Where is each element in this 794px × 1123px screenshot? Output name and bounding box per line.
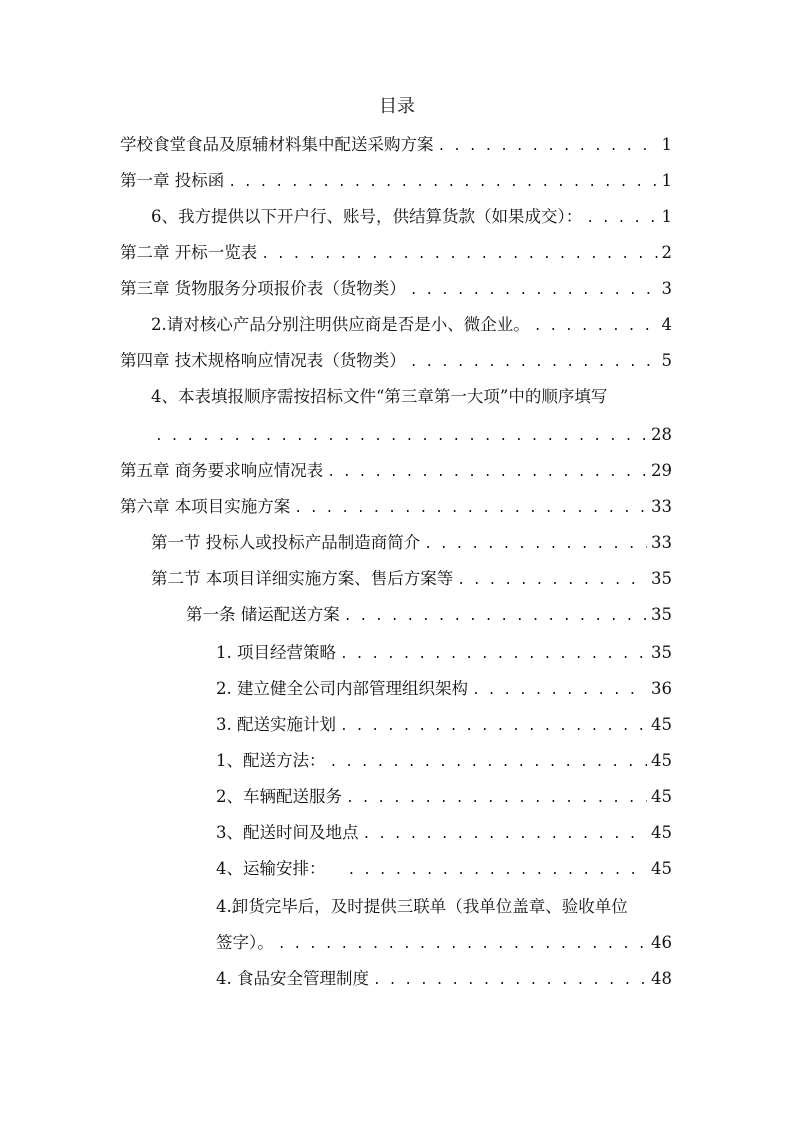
toc-entry-label: 6、我方提供以下开户行、账号，供结算货款（如果成交）： bbox=[151, 207, 583, 226]
toc-entry-label: 1. 项目经营策略 bbox=[216, 643, 336, 662]
toc-entry[interactable] bbox=[216, 677, 672, 703]
dot-leader bbox=[373, 969, 647, 993]
toc-entry[interactable] bbox=[120, 169, 672, 195]
toc-entry[interactable] bbox=[120, 349, 672, 375]
toc-entry-page: 36 bbox=[651, 679, 672, 698]
toc-entry[interactable] bbox=[216, 641, 672, 667]
toc-entry-page: 35 bbox=[651, 643, 672, 662]
toc-entry-page: 33 bbox=[651, 497, 672, 516]
toc-entry-label: 第三章 货物服务分项报价表（货物类） bbox=[120, 279, 406, 298]
toc-entry-label: 3. 配送实施计划 bbox=[216, 715, 336, 734]
dot-leader bbox=[346, 787, 647, 811]
toc-entry-page: 33 bbox=[651, 533, 672, 552]
dot-leader bbox=[294, 497, 647, 521]
toc-entry-label: 2.请对核心产品分别注明供应商是否是小、微企业。 bbox=[151, 315, 530, 334]
toc-entry-page: 28 bbox=[651, 425, 672, 444]
toc-entry-label: 4. 食品安全管理制度 bbox=[216, 969, 369, 988]
toc-entry-label: 第二章 开标一览表 bbox=[120, 243, 258, 262]
toc-entry-label: 第一节 投标人或投标产品制造商简介 bbox=[151, 533, 421, 552]
toc-entry-label: 第六章 本项目实施方案 bbox=[120, 497, 291, 516]
toc-entry[interactable] bbox=[120, 277, 672, 303]
toc-entry[interactable] bbox=[151, 567, 672, 593]
toc-entry-page: 48 bbox=[651, 969, 672, 988]
toc-entry-label: 第一章 投标函 bbox=[120, 171, 225, 190]
dot-leader bbox=[330, 751, 648, 775]
toc-entry[interactable] bbox=[120, 459, 672, 485]
toc-entry-label: 第四章 技术规格响应情况表（货物类） bbox=[120, 351, 406, 370]
toc-entry[interactable] bbox=[120, 133, 672, 159]
dot-leader bbox=[278, 933, 647, 957]
toc-entry[interactable] bbox=[216, 931, 672, 957]
toc-entry[interactable] bbox=[216, 749, 672, 775]
toc-entry[interactable] bbox=[155, 423, 672, 449]
dot-leader bbox=[586, 207, 657, 231]
dot-leader bbox=[534, 315, 658, 339]
toc-entry-label: 2、车辆配送服务 bbox=[216, 787, 342, 806]
toc-entry[interactable] bbox=[216, 967, 672, 993]
toc-entry-page: 2 bbox=[661, 243, 672, 262]
toc-entry-label: 第五章 商务要求响应情况表 bbox=[120, 461, 324, 480]
dot-leader bbox=[424, 533, 647, 557]
dot-leader bbox=[340, 643, 647, 667]
dot-leader bbox=[410, 279, 658, 303]
toc-entry-page: 45 bbox=[651, 715, 672, 734]
toc-entry-label: 学校食堂食品及原辅材料集中配送采购方案 bbox=[120, 135, 434, 154]
dot-leader bbox=[340, 715, 647, 739]
dot-leader bbox=[155, 425, 647, 449]
dot-leader bbox=[363, 823, 648, 847]
toc-entry-page: 45 bbox=[651, 823, 672, 842]
toc-entry-label: 1、配送方法： bbox=[216, 751, 326, 770]
toc-entry-page: 3 bbox=[661, 279, 672, 298]
toc-entry-label: 4、运输安排： bbox=[216, 859, 326, 878]
toc-entry-page: 4 bbox=[661, 315, 672, 334]
dot-leader bbox=[261, 243, 657, 267]
dot-leader bbox=[410, 351, 658, 375]
toc-entry-page: 46 bbox=[651, 933, 672, 952]
dot-leader bbox=[472, 679, 647, 703]
toc-entry-label: 签字）。 bbox=[216, 933, 274, 952]
toc-entry-page: 1 bbox=[661, 171, 672, 190]
toc-entry[interactable] bbox=[216, 713, 672, 739]
toc-entry-label: 第二节 本项目详细实施方案、售后方案等 bbox=[151, 569, 454, 588]
toc-entry[interactable] bbox=[186, 603, 672, 629]
dot-leader bbox=[348, 859, 648, 883]
toc-entry[interactable] bbox=[151, 313, 672, 339]
dot-leader bbox=[344, 605, 647, 629]
toc-title: 目录 bbox=[379, 96, 415, 117]
dot-leader bbox=[457, 569, 647, 593]
toc-entry-label[interactable]: 4.卸货完毕后，及时提供三联单（我单位盖章、验收单位 bbox=[216, 897, 628, 916]
dot-leader bbox=[327, 461, 647, 485]
toc-entry[interactable] bbox=[151, 531, 672, 557]
toc-entry-page: 1 bbox=[661, 135, 672, 154]
toc-entry[interactable] bbox=[151, 205, 672, 231]
toc-entry-label[interactable]: 4、本表填报顺序需按招标文件“第三章第一大项”中的顺序填写 bbox=[151, 387, 608, 406]
toc-entry-page: 29 bbox=[651, 461, 672, 480]
toc-entry-label: 3、配送时间及地点 bbox=[216, 823, 359, 842]
toc-entry[interactable] bbox=[120, 241, 672, 267]
toc-entry-page: 35 bbox=[651, 605, 672, 624]
toc-entry-page: 1 bbox=[661, 207, 672, 226]
toc-entry[interactable] bbox=[216, 857, 672, 883]
toc-entry[interactable] bbox=[120, 495, 672, 521]
toc-entry-label: 第一条 储运配送方案 bbox=[186, 605, 340, 624]
toc-entry-page: 45 bbox=[651, 787, 672, 806]
toc-entry-page: 45 bbox=[651, 859, 672, 878]
toc-entry[interactable] bbox=[216, 785, 672, 811]
toc-entry[interactable] bbox=[216, 821, 672, 847]
toc-entry-page: 5 bbox=[661, 351, 672, 370]
dot-leader bbox=[438, 135, 658, 159]
toc-entry-page: 45 bbox=[651, 751, 672, 770]
toc-entry-page: 35 bbox=[651, 569, 672, 588]
dot-leader bbox=[228, 171, 657, 195]
toc-entry-label: 2. 建立健全公司内部管理组织架构 bbox=[216, 679, 468, 698]
